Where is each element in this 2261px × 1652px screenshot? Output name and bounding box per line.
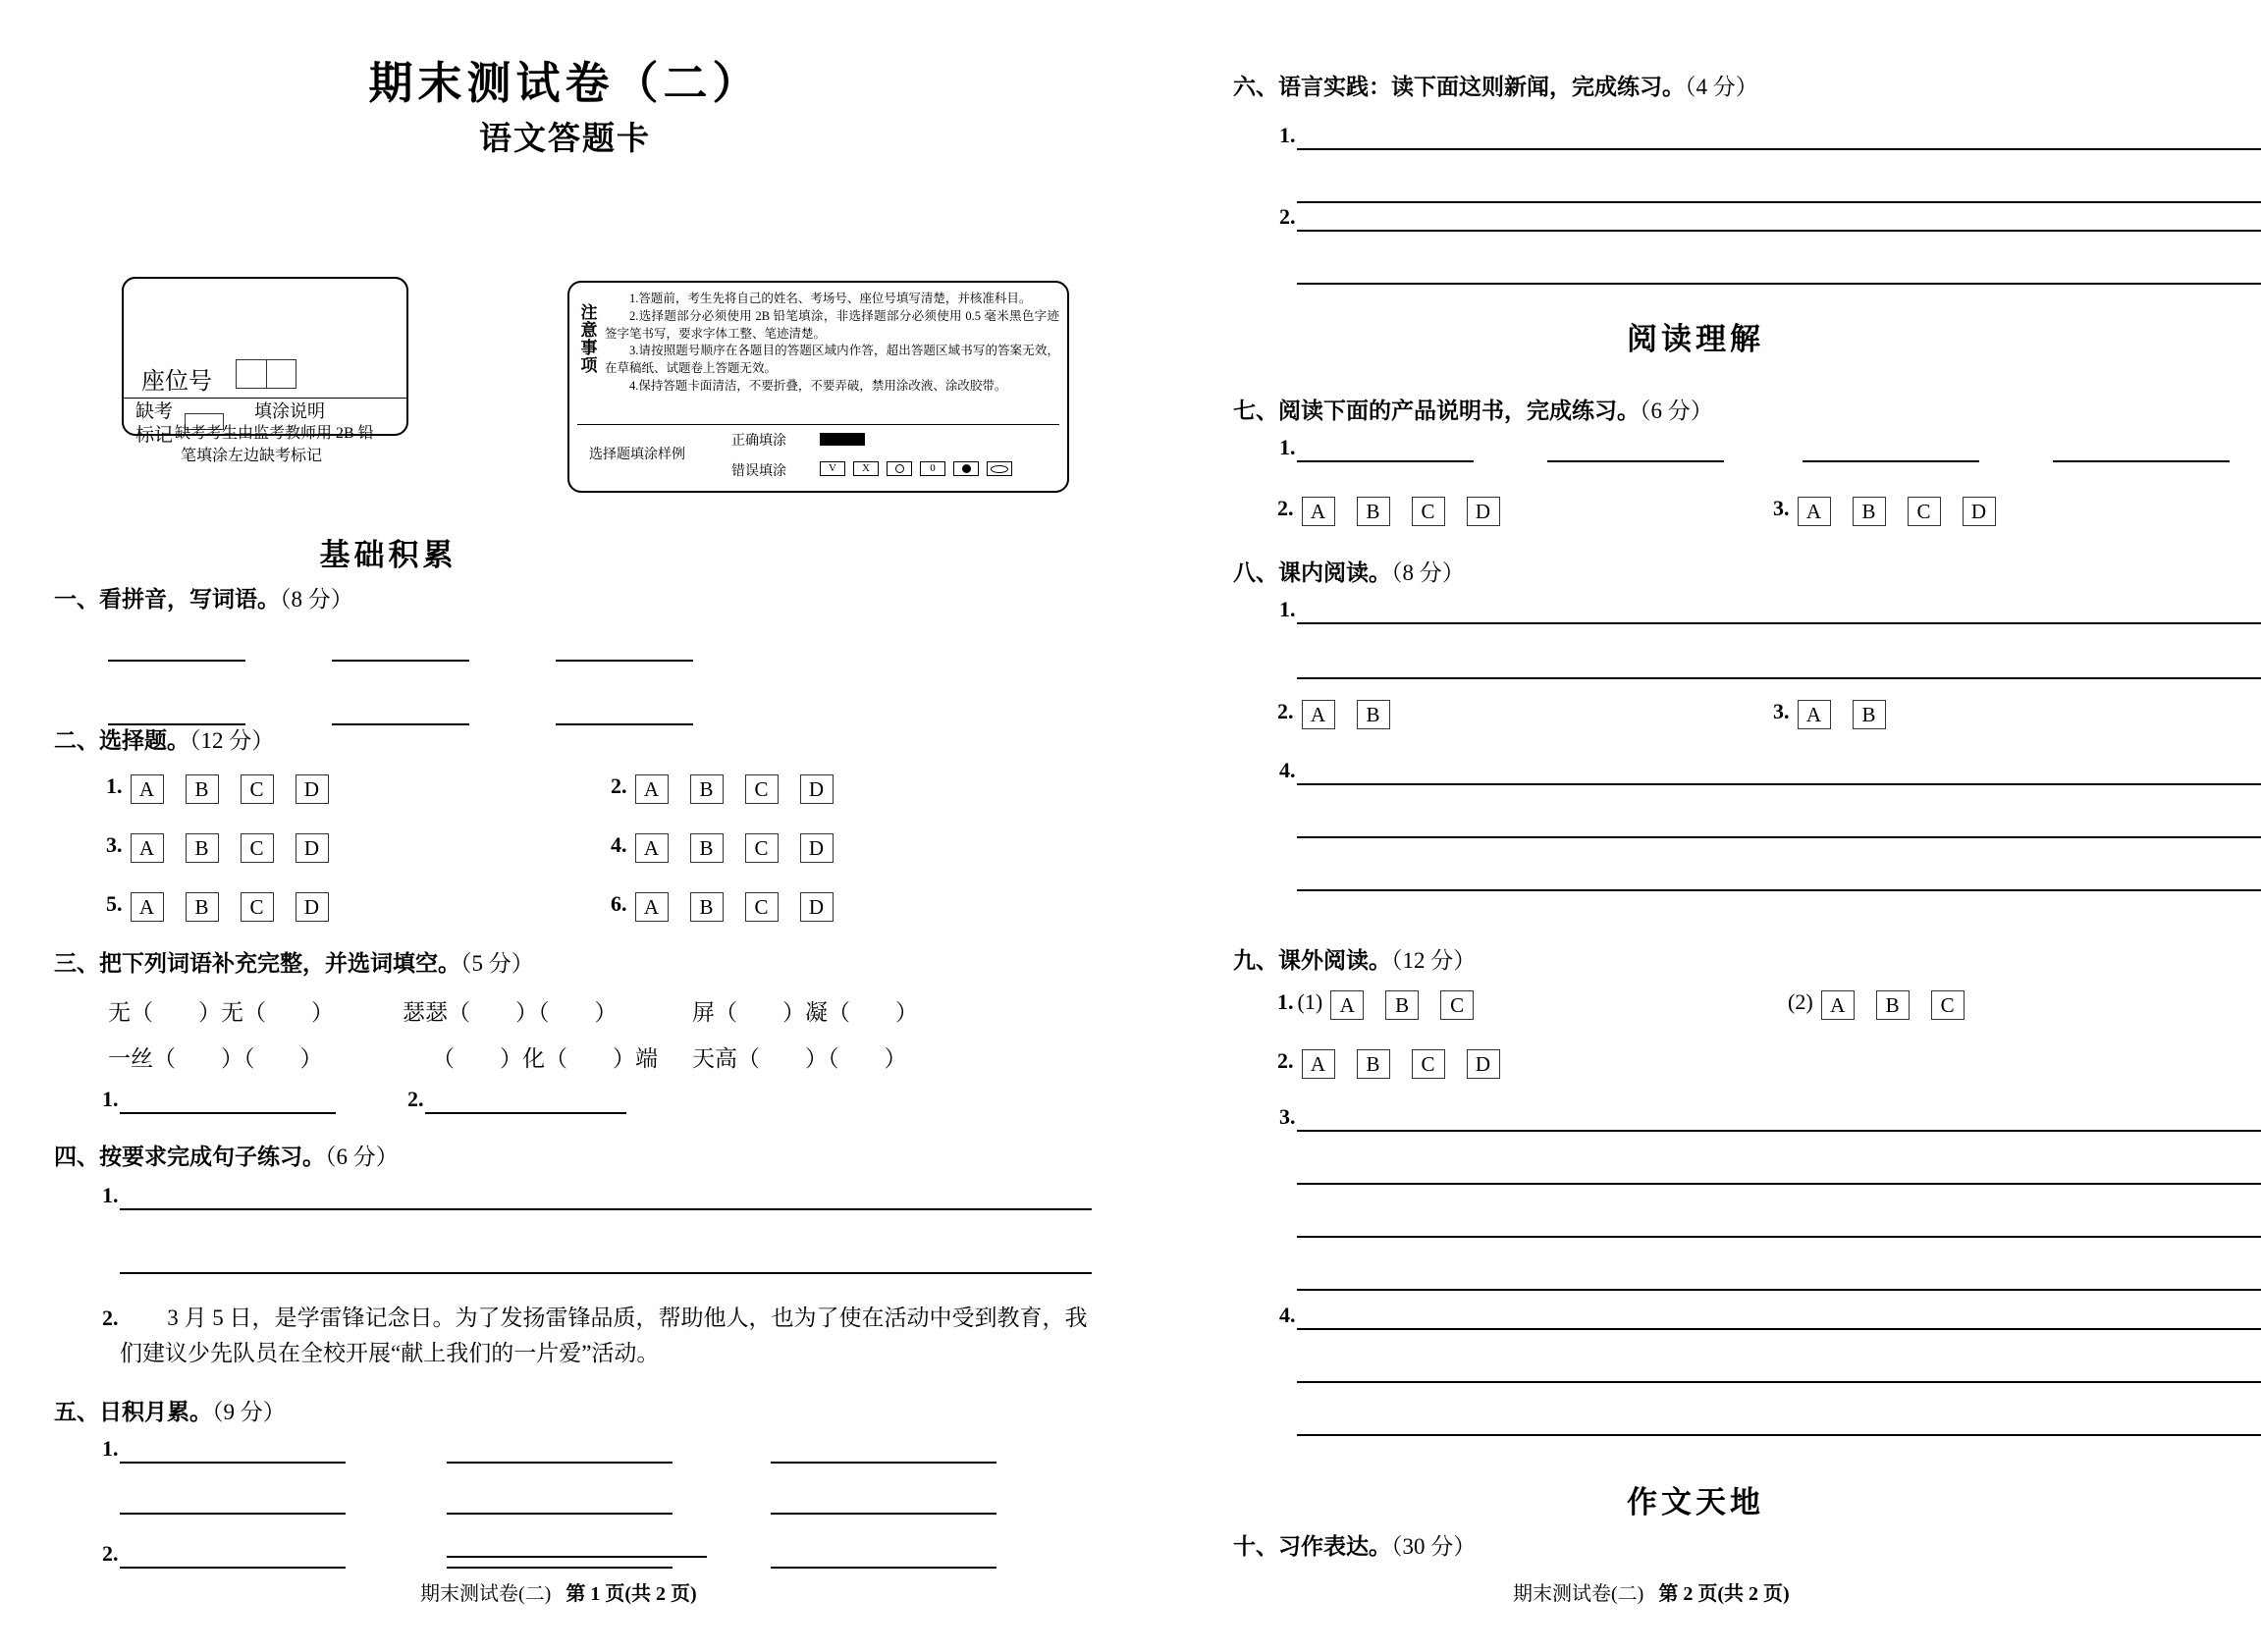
question-9-title: 九、课外阅读。: [1233, 947, 1391, 973]
q8-3-option-a[interactable]: A: [1798, 700, 1831, 729]
q5-item-2-label: 2.: [102, 1541, 119, 1566]
question-6-heading: [1233, 69, 1758, 101]
correct-fill-sample: [820, 433, 865, 446]
q8-row-2[interactable]: [1277, 699, 1408, 729]
wrong-mark-circle: [887, 461, 912, 476]
q9-1-2-option-a[interactable]: A: [1821, 990, 1855, 1020]
q2-row-6-label: 6.: [611, 891, 627, 916]
q8-answer-line-5[interactable]: [1297, 889, 2261, 891]
footer-right: [1513, 1577, 1790, 1606]
question-2-points: （12 分）: [189, 728, 275, 753]
q6-answer-line-3[interactable]: [1297, 230, 2261, 232]
footer-left-name: 期末测试卷(二): [420, 1583, 552, 1605]
absent-label-line1: 缺考: [135, 401, 174, 422]
q2-2-option-c[interactable]: C: [745, 774, 779, 804]
q5-blank-7[interactable]: [120, 1567, 346, 1569]
q7-3-option-b[interactable]: B: [1853, 497, 1886, 526]
q4-answer-line-2[interactable]: [120, 1272, 1092, 1274]
notice-vertical-label: 注 意 事 项: [580, 303, 598, 375]
seat-number-boxes[interactable]: [236, 359, 296, 389]
q3-fill-label-1: 1.: [102, 1087, 119, 1111]
student-info-card-outer: [122, 277, 408, 464]
q2-2-option-a[interactable]: A: [635, 774, 669, 804]
q3-idiom-4[interactable]: 一丝（ ）（ ）: [108, 1046, 323, 1071]
banner-basic: 基础积累: [319, 538, 458, 572]
fill-instruction-title: 填涂说明: [254, 401, 325, 421]
q2-5-option-c[interactable]: C: [241, 892, 274, 922]
q2-row-2-label: 2.: [611, 773, 627, 798]
q9-2-option-c[interactable]: C: [1412, 1049, 1445, 1079]
question-1-title: 一、看拼音，写词语。: [54, 586, 280, 612]
q2-row-1[interactable]: [106, 773, 347, 804]
q4-item-2-label: 2.: [102, 1306, 119, 1330]
absent-label-line2: 标记: [135, 424, 174, 446]
q1-blank-2[interactable]: [332, 660, 469, 662]
right-page-column: [1130, 0, 2261, 1652]
q3-idiom-6[interactable]: 天高（ ）（ ）: [692, 1046, 907, 1071]
q9-item-3-label: 3.: [1279, 1104, 1296, 1129]
q9-row-2-label: 2.: [1277, 1048, 1294, 1073]
q9-1-2-option-b[interactable]: B: [1876, 990, 1910, 1020]
question-3-points: （5 分）: [460, 951, 534, 976]
q9-answer-line-6[interactable]: [1297, 1381, 2261, 1383]
q8-row-3-label: 3.: [1773, 699, 1790, 723]
q2-row-2[interactable]: [611, 773, 851, 804]
q9-2-option-d[interactable]: D: [1467, 1049, 1500, 1079]
page-title: 期末测试卷（二）: [368, 58, 762, 108]
q5-blank-8[interactable]: [447, 1567, 673, 1569]
wrong-fill-label: 错误填涂: [731, 464, 786, 479]
q2-3-option-b[interactable]: B: [186, 833, 219, 863]
fill-instruction-line1: 缺考考生由监考教师用 2B 铅: [175, 425, 374, 442]
q2-3-option-a[interactable]: A: [131, 833, 164, 863]
question-5-heading: [54, 1394, 286, 1426]
question-8-heading: [1233, 555, 1465, 587]
q2-3-option-d[interactable]: D: [296, 833, 329, 863]
question-6-points: （4 分）: [1685, 75, 1758, 99]
q2-6-option-d[interactable]: D: [800, 892, 834, 922]
q2-row-3[interactable]: [106, 832, 347, 863]
seat-digit-1[interactable]: [237, 360, 266, 388]
q7-row-3[interactable]: [1773, 496, 2014, 526]
question-6-title: 六、语言实践：读下面这则新闻，完成练习。: [1233, 74, 1685, 99]
q8-row-3[interactable]: [1773, 699, 1904, 729]
q9-row-1-sub2[interactable]: [1788, 989, 1982, 1020]
q2-2-option-d[interactable]: D: [800, 774, 834, 804]
q9-sub1-label: (1): [1297, 989, 1323, 1014]
q8-2-option-a[interactable]: A: [1302, 700, 1335, 729]
q7-blank-3[interactable]: [1803, 460, 1979, 462]
q2-5-option-d[interactable]: D: [296, 892, 329, 922]
notice-item-1: 1.答题前，考生先将自己的姓名、考场号、座位号填写清楚，并核准科目。: [629, 292, 1032, 305]
q9-2-option-b[interactable]: B: [1357, 1049, 1390, 1079]
page-subtitle: 语文答题卡: [479, 120, 651, 156]
notice-card: [567, 281, 1069, 493]
q3-idiom-5[interactable]: （ ）化（ ）端: [432, 1046, 658, 1071]
question-4-heading: [54, 1139, 399, 1171]
notice-items: [605, 291, 1059, 396]
q9-answer-line-1[interactable]: [1297, 1130, 2261, 1132]
q7-row-2-label: 2.: [1277, 496, 1294, 520]
question-10-points: （30 分）: [1391, 1534, 1477, 1559]
q6-answer-line-2[interactable]: [1297, 201, 2261, 203]
q2-1-option-b[interactable]: B: [186, 774, 219, 804]
q8-answer-line-2[interactable]: [1297, 677, 2261, 679]
q7-3-option-a[interactable]: A: [1798, 497, 1831, 526]
question-7-heading: [1233, 393, 1713, 425]
q2-1-option-c[interactable]: C: [241, 774, 274, 804]
question-1-points: （8 分）: [280, 587, 353, 612]
question-4-points: （6 分）: [325, 1145, 399, 1169]
banner-reading: 阅读理解: [1627, 322, 1764, 356]
wrong-fill-samples: [820, 459, 1016, 477]
sample-label: 选择题填涂样例: [589, 448, 685, 462]
q2-5-option-a[interactable]: A: [131, 892, 164, 922]
q2-6-option-c[interactable]: C: [745, 892, 779, 922]
q2-1-option-a[interactable]: A: [131, 774, 164, 804]
question-10-title: 十、习作表达。: [1233, 1533, 1391, 1559]
q3-idiom-2[interactable]: 瑟瑟（ ）（ ）: [403, 1000, 618, 1025]
seat-digit-2[interactable]: [266, 360, 296, 388]
q1-blank-1[interactable]: [108, 660, 245, 662]
notice-item-3: 3.请按照题号顺序在各题目的答题区域内作答，超出答题区域书写的答案无效，在草稿纸、试题卷上答题无效。: [605, 344, 1059, 375]
q7-2-option-c[interactable]: C: [1412, 497, 1445, 526]
q9-2-option-a[interactable]: A: [1302, 1049, 1335, 1079]
q5-blank-4[interactable]: [120, 1513, 346, 1515]
correct-fill-label: 正确填涂: [731, 434, 786, 449]
question-9-points: （12 分）: [1391, 948, 1477, 973]
q2-4-option-b[interactable]: B: [690, 833, 724, 863]
q5-item-1-label: 1.: [102, 1436, 119, 1461]
wrong-mark-dot: [953, 461, 979, 476]
q9-1-1-option-b[interactable]: B: [1385, 990, 1419, 1020]
q7-row-3-label: 3.: [1773, 496, 1790, 520]
notice-item-2: 2.选择题部分必须使用 2B 铅笔填涂，非选择题部分必须使用 0.5 毫米黑色字迹签字笔书写，要求字体工整、笔迹清楚。: [605, 308, 1059, 341]
q7-item-1-label: 1.: [1279, 435, 1296, 459]
q5-blank-1[interactable]: [120, 1462, 346, 1464]
q7-row-2[interactable]: [1277, 496, 1518, 526]
q2-4-option-c[interactable]: C: [745, 833, 779, 863]
q8-2-option-b[interactable]: B: [1357, 700, 1390, 729]
notice-divider: [577, 424, 1059, 425]
q9-answer-line-5[interactable]: [1297, 1328, 2261, 1330]
q5-blank-2[interactable]: [447, 1462, 673, 1464]
q5-blank-6[interactable]: [771, 1513, 996, 1515]
q3-fill-blank-2[interactable]: [425, 1112, 626, 1114]
q3-fill-label-2: 2.: [407, 1087, 424, 1111]
question-4-title: 四、按要求完成句子练习。: [54, 1144, 325, 1169]
q7-blank-1[interactable]: [1297, 460, 1474, 462]
q8-item-4-label: 4.: [1279, 758, 1296, 782]
q5-blank-5[interactable]: [447, 1513, 673, 1515]
wrong-mark-oval: [987, 461, 1012, 476]
q5-blank-9[interactable]: [771, 1567, 996, 1569]
q9-1-1-option-c[interactable]: C: [1440, 990, 1474, 1020]
q1-blank-5[interactable]: [332, 723, 469, 725]
q2-row-4-label: 4.: [611, 832, 627, 857]
q9-1-1-option-a[interactable]: A: [1330, 990, 1364, 1020]
q8-answer-line-1[interactable]: [1297, 622, 2261, 624]
q9-row-2[interactable]: [1277, 1048, 1518, 1079]
q2-row-5[interactable]: [106, 891, 347, 922]
q2-row-6[interactable]: [611, 891, 851, 922]
q8-answer-line-3[interactable]: [1297, 783, 2261, 785]
q9-answer-line-2[interactable]: [1297, 1183, 2261, 1185]
q9-answer-line-7[interactable]: [1297, 1434, 2261, 1436]
q9-answer-line-4[interactable]: [1297, 1289, 2261, 1291]
footer-right-page: 第 2 页(共 2 页): [1658, 1583, 1790, 1605]
q7-2-option-b[interactable]: B: [1357, 497, 1390, 526]
q9-sub2-label: (2): [1788, 989, 1813, 1014]
question-5-points: （9 分）: [212, 1400, 286, 1424]
q3-idiom-3[interactable]: 屏（ ）凝（ ）: [692, 1000, 918, 1025]
question-1-heading: [54, 581, 353, 613]
footer-right-name: 期末测试卷(二): [1513, 1583, 1644, 1605]
q9-row-1-sub1[interactable]: [1277, 989, 1491, 1020]
q7-3-option-c[interactable]: C: [1908, 497, 1941, 526]
q7-3-option-d[interactable]: D: [1963, 497, 1996, 526]
q6-item-1-label: 1.: [1279, 123, 1296, 147]
q1-blank-6[interactable]: [556, 723, 693, 725]
q7-blank-4[interactable]: [2053, 460, 2230, 462]
q3-fill-blank-1[interactable]: [120, 1112, 336, 1114]
q2-row-1-label: 1.: [106, 773, 123, 798]
q8-item-1-label: 1.: [1279, 597, 1296, 621]
q9-item-4-label: 4.: [1279, 1303, 1296, 1327]
wrong-mark-zero: 0: [920, 461, 945, 476]
footer-rule-left: [447, 1556, 707, 1558]
footer-left: [420, 1577, 697, 1606]
q2-row-5-label: 5.: [106, 891, 123, 916]
q3-idiom-1[interactable]: 无（ ）无（ ）: [108, 1000, 334, 1025]
footer-left-page: 第 1 页(共 2 页): [565, 1583, 697, 1605]
q4-item-1-label: 1.: [102, 1183, 119, 1207]
question-5-title: 五、日积月累。: [54, 1399, 212, 1424]
q6-answer-line-4[interactable]: [1297, 283, 2261, 285]
q2-5-option-b[interactable]: B: [186, 892, 219, 922]
q2-4-option-d[interactable]: D: [800, 833, 834, 863]
q7-blank-2[interactable]: [1547, 460, 1724, 462]
q2-row-4[interactable]: [611, 832, 851, 863]
q5-blank-3[interactable]: [771, 1462, 996, 1464]
seat-label: 座位号: [141, 369, 212, 395]
q2-3-option-c[interactable]: C: [241, 833, 274, 863]
question-7-points: （6 分）: [1640, 399, 1713, 423]
q8-answer-line-4[interactable]: [1297, 836, 2261, 838]
q2-6-option-b[interactable]: B: [690, 892, 724, 922]
q2-2-option-b[interactable]: B: [690, 774, 724, 804]
q6-answer-line-1[interactable]: [1297, 148, 2261, 150]
left-page-column: [0, 0, 1130, 1652]
question-2-heading: [54, 722, 274, 755]
q1-blank-3[interactable]: [556, 660, 693, 662]
fill-instruction-line2: 笔填涂左边缺考标记: [181, 448, 323, 464]
question-3-title: 三、把下列词语补充完整，并选词填空。: [54, 950, 460, 976]
question-2-title: 二、选择题。: [54, 727, 189, 753]
wrong-mark-cross: X: [853, 461, 879, 476]
question-9-heading: [1233, 942, 1476, 975]
q7-2-option-d[interactable]: D: [1467, 497, 1500, 526]
q8-row-2-label: 2.: [1277, 699, 1294, 723]
q9-row-1-label: 1.: [1277, 989, 1294, 1014]
q8-3-option-b[interactable]: B: [1853, 700, 1886, 729]
absent-label: [135, 400, 173, 448]
q2-1-option-d[interactable]: D: [296, 774, 329, 804]
question-3-heading: [54, 945, 534, 978]
notice-item-4: 4.保持答题卡面清洁，不要折叠，不要弄破，禁用涂改液、涂改胶带。: [629, 378, 1007, 393]
q9-1-2-option-c[interactable]: C: [1931, 990, 1965, 1020]
question-8-title: 八、课内阅读。: [1233, 560, 1391, 585]
question-10-heading: [1233, 1528, 1476, 1561]
question-7-title: 七、阅读下面的产品说明书，完成练习。: [1233, 398, 1640, 423]
q2-4-option-a[interactable]: A: [635, 833, 669, 863]
question-8-points: （8 分）: [1391, 560, 1465, 585]
q7-2-option-a[interactable]: A: [1302, 497, 1335, 526]
q9-answer-line-3[interactable]: [1297, 1236, 2261, 1238]
q2-row-3-label: 3.: [106, 832, 123, 857]
wrong-mark-check: V: [820, 461, 845, 476]
q2-6-option-a[interactable]: A: [635, 892, 669, 922]
q4-answer-line-1[interactable]: [120, 1208, 1092, 1210]
banner-writing: 作文天地: [1627, 1485, 1764, 1519]
q4-item-2-text: 3 月 5 日，是学雷锋记念日。为了发扬雷锋品质，帮助他人，也为了使在活动中受到教育，我们建议少先队员在全校开展“献上我们的一片爱”活动。: [120, 1306, 1088, 1365]
q6-item-2-label: 2.: [1279, 204, 1296, 229]
